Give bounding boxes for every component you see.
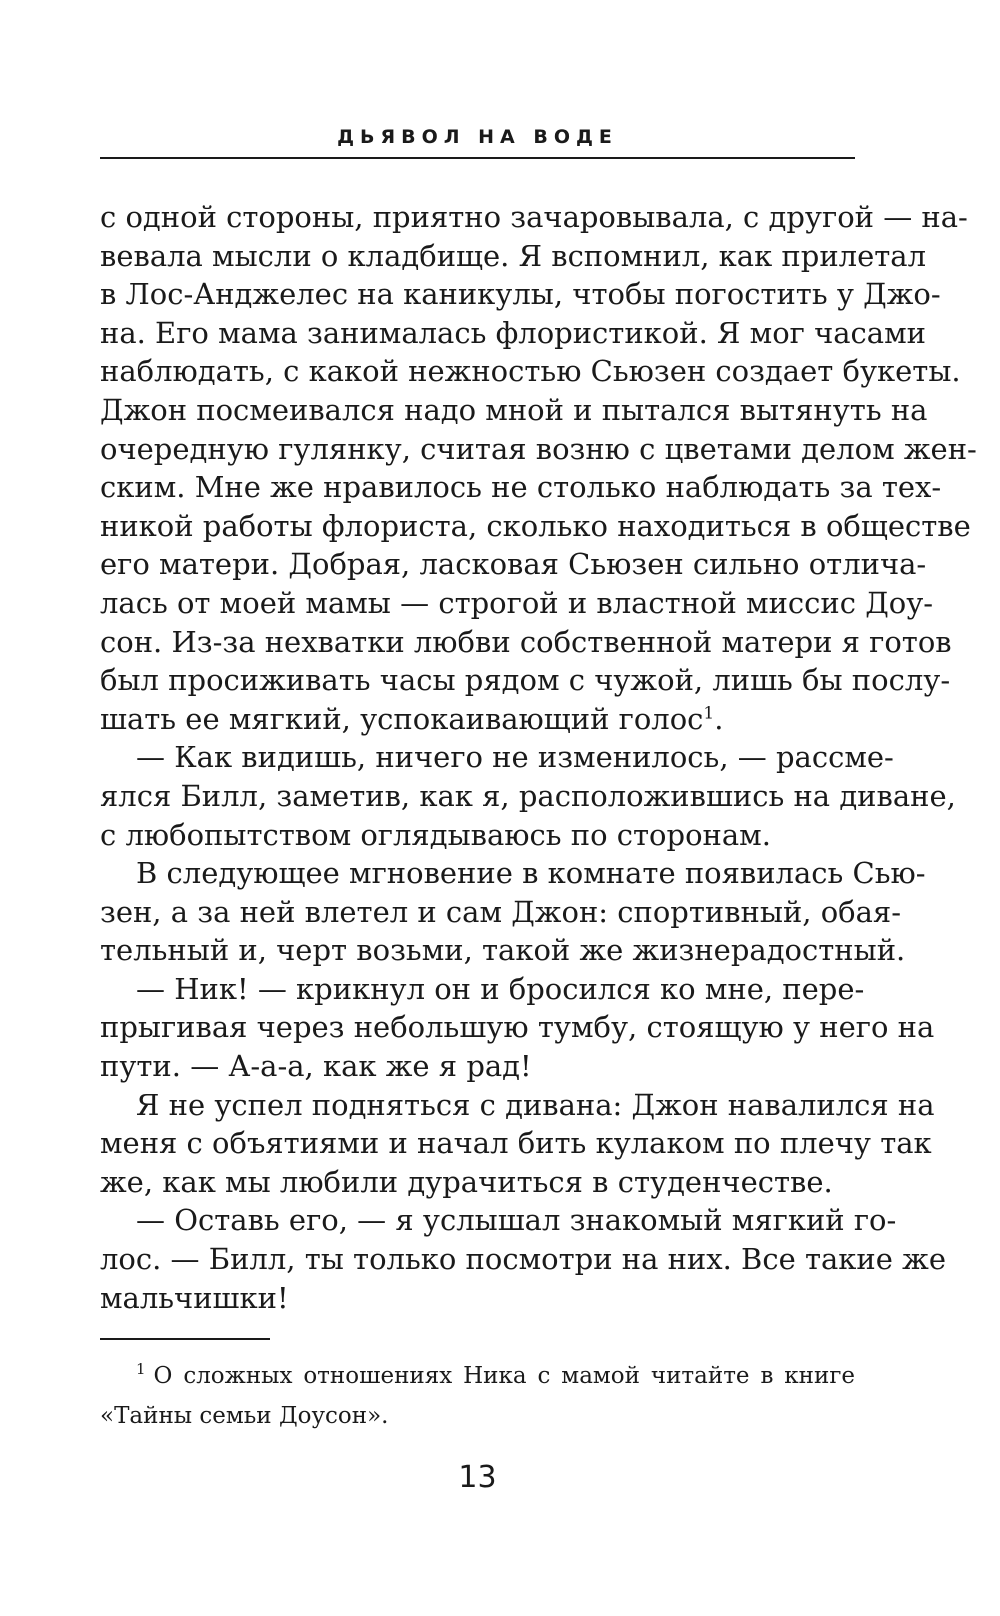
footnote-text: О сложных отношениях Ника с мамой читайте в книге — [153, 1363, 855, 1389]
text-line: вевала мысли о кладбище. Я вспомнил, как прилетал — [100, 238, 926, 273]
text-line: его матери. Добрая, ласковая Сьюзен сильно отлича- — [100, 547, 927, 582]
text-line: прыгивая через небольшую тумбу, стоящую у него на — [100, 1010, 935, 1045]
text-line: шать ее мягкий, успокаивающий голос — [100, 701, 704, 736]
text-line: зен, а за ней влетел и сам Джон: спортивный, обая- — [100, 894, 902, 929]
text-line: был просиживать часы рядом с чужой, лишь бы послу- — [100, 663, 951, 698]
footnote — [100, 1356, 855, 1436]
footnote-rule — [100, 1338, 270, 1340]
sentence-end: . — [714, 701, 724, 736]
text-line-with-footnote-ref — [100, 700, 855, 739]
footnote-marker: 1 — [136, 1360, 146, 1379]
text-line: мальчишки! — [100, 1280, 289, 1315]
text-line: никой работы флориста, сколько находиться в обществе — [100, 508, 971, 543]
text-line: — Оставь его, — я услышал знакомый мягкий го- — [136, 1203, 897, 1238]
text-line: меня с объятиями и начал бить кулаком по плечу так — [100, 1126, 932, 1161]
text-line: же, как мы любили дурачиться в студенчестве. — [100, 1164, 833, 1199]
running-head: ДЬЯВОЛ НА ВОДЕ — [337, 126, 618, 148]
text-line: Джон посмеивался надо мной и пытался вытянуть на — [100, 392, 928, 427]
text-line: очередную гулянку, считая возню с цветами делом жен- — [100, 431, 977, 466]
text-line: ским. Мне же нравилось не столько наблюдать за тех- — [100, 470, 942, 505]
text-line: ялся Билл, заметив, как я, расположившись на диване, — [100, 778, 956, 813]
text-line: В следующее мгновение в комнате появилась Сью- — [136, 856, 926, 891]
text-line: сон. Из-за нехватки любви собственной матери я готов — [100, 624, 952, 659]
page-number: 13 — [458, 1460, 497, 1495]
header-rule — [100, 157, 855, 159]
text-line: лась от моей мамы — строгой и властной миссис Доу- — [100, 585, 934, 620]
footnote-line — [100, 1356, 855, 1396]
text-line: — Как видишь, ничего не изменилось, — рассме- — [136, 740, 894, 775]
text-line: тельный и, черт возьми, такой же жизнерадостный. — [100, 933, 906, 968]
footnote-reference[interactable]: 1 — [703, 703, 715, 724]
text-line: с любопытством оглядываюсь по сторонам. — [100, 817, 771, 852]
text-line: с одной стороны, приятно зачаровывала, с другой — на- — [100, 200, 968, 234]
text-line: — Ник! — крикнул он и бросился ко мне, пере- — [136, 971, 865, 1006]
text-line: наблюдать, с какой нежностью Сьюзен создает букеты. — [100, 354, 961, 389]
text-line: в Лос-Анджелес на каникулы, чтобы погостить у Джо- — [100, 277, 941, 312]
text-line: пути. — А-а-а, как же я рад! — [100, 1049, 532, 1084]
text-line: лос. — Билл, ты только посмотри на них. Все такие же — [100, 1242, 946, 1277]
footnote-line: «Тайны семьи Доусон». — [100, 1403, 389, 1429]
body-text — [100, 198, 977, 1317]
text-line: Я не успел подняться с дивана: Джон навалился на — [136, 1087, 935, 1122]
text-line: на. Его мама занималась флористикой. Я мог часами — [100, 315, 926, 350]
